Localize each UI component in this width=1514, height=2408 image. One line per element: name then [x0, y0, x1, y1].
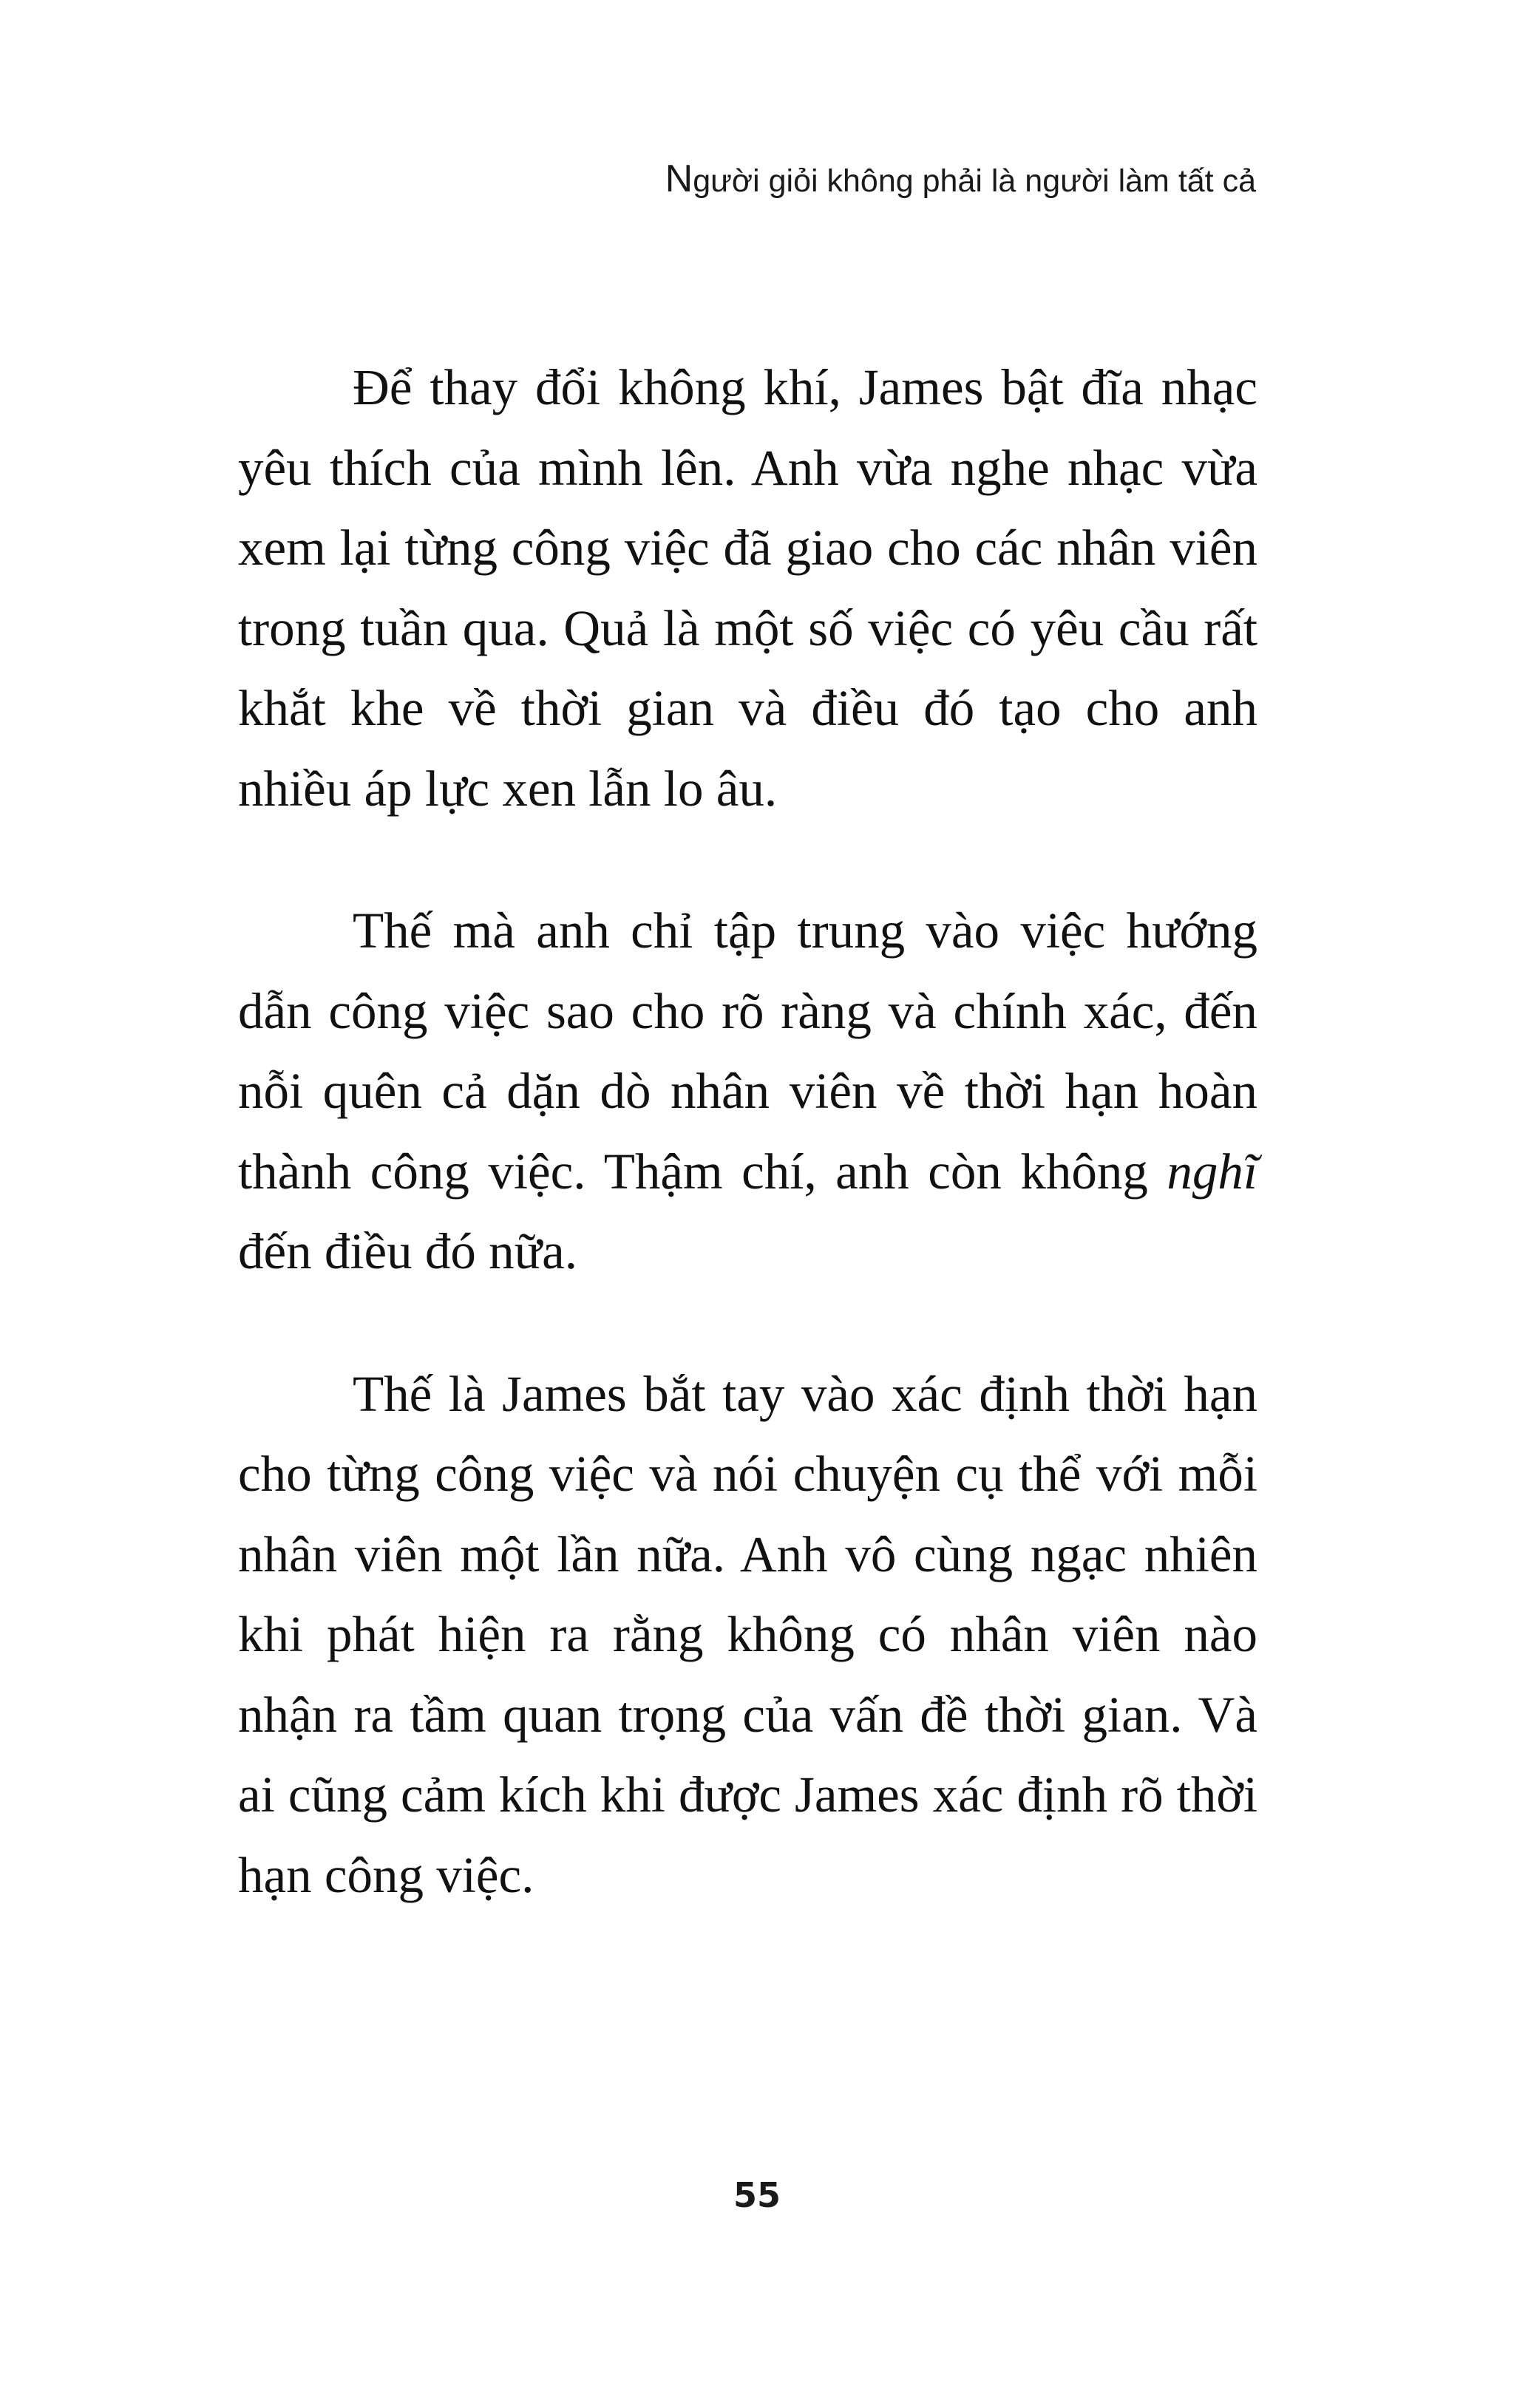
- running-header-initial: N: [665, 157, 693, 200]
- paragraph-2-start: Thế mà anh chỉ tập trung vào việc hướng dẫn công việc sao cho rõ ràng và chính xác, đến nỗi quên cả dặn dò nhân viên về thời hạn hoàn thành công việc. Thậm chí, anh còn không: [238, 902, 1257, 1200]
- emphasis-word: nghĩ: [1167, 1143, 1257, 1200]
- paragraph-2-end: đến điều đó nữa.: [238, 1223, 577, 1279]
- page-number: 55: [733, 2175, 781, 2215]
- running-header-title: gười giỏi không phải là người làm tất cả: [693, 163, 1256, 199]
- paragraph-1: Để thay đổi không khí, James bật đĩa nhạc yêu thích của mình lên. Anh vừa nghe nhạc vừa xem lại từng công việc đã giao cho các nhân viên trong tuần qua. Quả là một số việc có yêu cầu rất khắt khe về thời gian và điều đó tạo cho anh nhiều áp lực xen lẫn lo âu.: [238, 359, 1257, 817]
- running-header: [665, 158, 1256, 202]
- paragraph-2: [238, 891, 1257, 1292]
- paragraph-3: Thế là James bắt tay vào xác định thời hạn cho từng công việc và nói chuyện cụ thể với mỗi nhân viên một lần nữa. Anh vô cùng ngạc nhiên khi phát hiện ra rằng không có nhân viên nào nhận ra tầm quan trọng của vấn đề thời gian. Và ai cũng cảm kích khi được James xác định rõ thời hạn công việc.: [238, 1365, 1257, 1903]
- body-text: [238, 347, 1257, 1915]
